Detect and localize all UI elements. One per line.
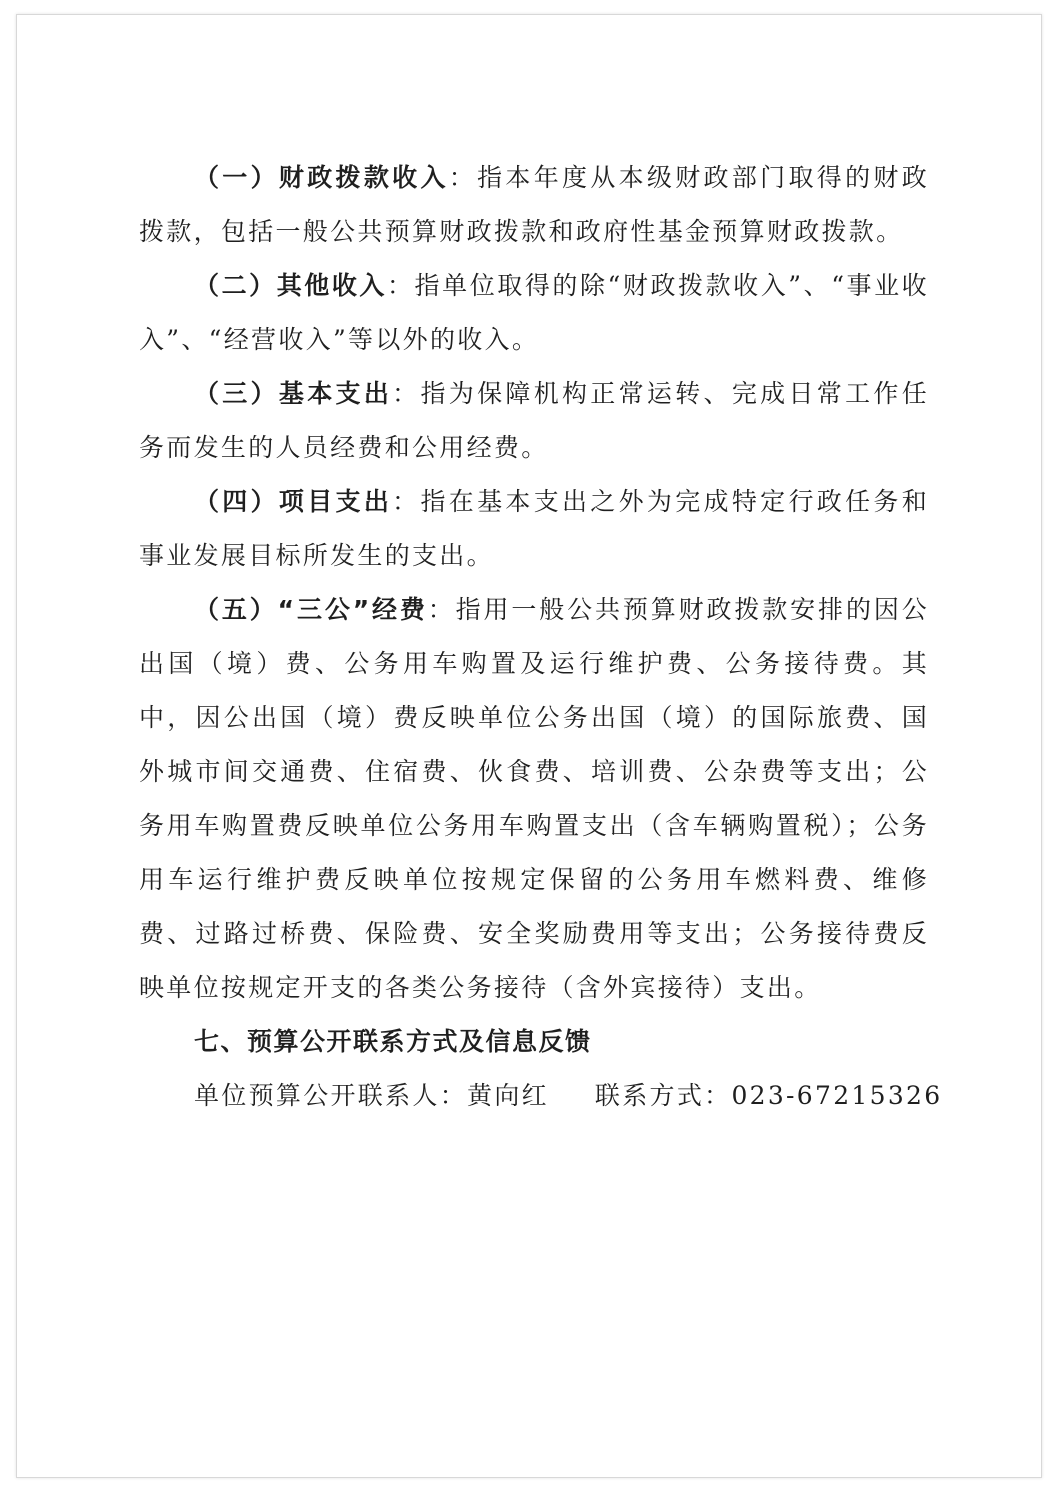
- paragraph-project-expenditure: [139, 475, 929, 583]
- contact-phone: 023-67215326: [731, 1081, 943, 1110]
- paragraph-fiscal-appropriation-income: [139, 151, 929, 259]
- term-label: （五）“三公”经费: [194, 595, 428, 624]
- term-label: （四）项目支出: [194, 487, 393, 516]
- term-definition: ：指单位取得的除“财政拨款收入”、“事业收入”、“经营收入”等以外的收入。: [139, 271, 929, 354]
- contact-method-label: 联系方式：: [594, 1081, 732, 1110]
- term-definition: ：指在基本支出之外为完成特定行政任务和事业发展目标所发生的支出。: [139, 487, 929, 570]
- document-body: [139, 151, 943, 1123]
- term-definition: ：指为保障机构正常运转、完成日常工作任务而发生的人员经费和公用经费。: [139, 379, 929, 462]
- term-definition: ：指用一般公共预算财政拨款安排的因公出国（境）费、公务用车购置及运行维护费、公务接待费。其中，因公出国（境）费反映单位公务出国（境）的国际旅费、国外城市间交通费、住宿费、伙食费、培训费、公杂费等支出；公务用车购置费反映单位公务用车购置支出（含车辆购置税）；公务用车运行维护费反映单位按规定保留的公务用车燃料费、维修费、过路过桥费、保险费、安全奖励费用等支出；公务接待费反映单位按规定开支的各类公务接待（含外宾接待）支出。: [139, 595, 929, 1002]
- document-page: [16, 14, 1042, 1478]
- paragraph-three-public-expenses: [139, 583, 929, 1015]
- contact-person-name: 黄向红: [467, 1081, 549, 1110]
- contact-person-label: 单位预算公开联系人：: [194, 1081, 468, 1110]
- paragraph-basic-expenditure: [139, 367, 929, 475]
- term-label: （二）其他收入: [194, 271, 387, 300]
- term-label: （三）基本支出: [194, 379, 393, 408]
- paragraph-other-income: [139, 259, 929, 367]
- contact-line: [139, 1069, 943, 1123]
- section-heading: 七、预算公开联系方式及信息反馈: [194, 1027, 592, 1056]
- term-definition: ：指本年度从本级财政部门取得的财政拨款，包括一般公共预算财政拨款和政府性基金预算财政拨款。: [139, 163, 930, 246]
- term-label: （一）财政拨款收入: [194, 163, 449, 192]
